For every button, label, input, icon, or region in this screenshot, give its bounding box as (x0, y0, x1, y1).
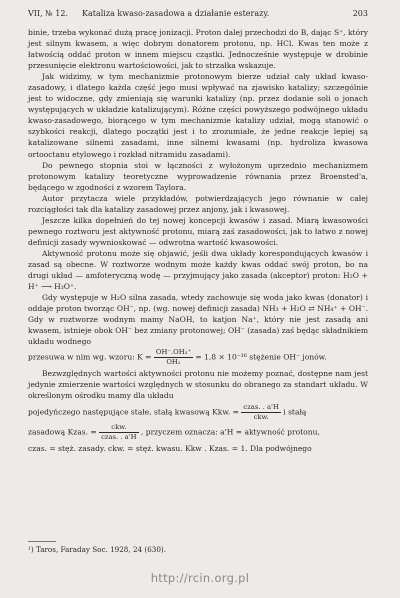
paragraph: Do pewnego stopnia stoi w łączności z wyłożonym uprzednio mechanizmem protonowym katalizy teoretyczne wyprowadzenie równania przez Broensted'a, będącego w zgodności z wzorem Taylora. (28, 160, 368, 192)
watermark: http://rcin.org.pl (150, 571, 250, 585)
base-constant-formula (28, 423, 368, 442)
formula-prefix: przesuwa w nim wg. wzoru: K = (28, 352, 152, 362)
dissociation-formula (28, 348, 368, 367)
footnote-rule (28, 541, 56, 542)
acid-constant-formula (28, 403, 368, 422)
paragraph: Jeszcze kilka dopełnień do tej nowej koncepcji kwasów i zasad. Miarą kwasowości pewnego roztworu jest aktywność protonu, miarą zaś zasadowości, jak to łatwo z nowej definicji zasady wywnioskować — odwrotna wartość kwasowości. (28, 215, 368, 247)
fraction-numerator: OH⁻.OH₃⁺ (155, 348, 191, 357)
running-header (28, 8, 368, 20)
formula-definitions: czas. = stęż. zasady. ckw. = stęż. kwasu. Kkw . Kzas. = 1. Dla podwójnego (28, 443, 312, 453)
fraction-denominator: OH₂ (166, 358, 181, 367)
footnote: ¹) Taros, Faraday Soc. 1928, 24 (630). (28, 545, 166, 554)
fraction-denominator: czas. . a'H (101, 432, 137, 441)
formula-suffix: , przyczem oznacza: a'H = aktywność protonu, (140, 427, 320, 436)
formula-prefix: zasadową Kzas. = (28, 427, 97, 436)
formula-suffix: i stałą (283, 407, 307, 416)
fraction-numerator: czas. . a'H (243, 402, 279, 411)
paragraph: Aktywność protonu może się objawić, jeśli dwa układy korespondujących kwasów i zasad są obecne. W roztworze wodnym może każdy kwas oddać swój proton, bo na drugi układ — amfoteryczną wodę — przyjmujący jako zasada (akceptor) proton: H₂O + H⁺ ⟶ H₃O⁺. (28, 248, 368, 292)
fraction (154, 348, 193, 367)
body-text (28, 27, 368, 454)
formula-prefix: pojedyńczego następujące stałe, stałą kwasową Kkw. = (28, 407, 240, 416)
paragraph: binie, trzeba wykonać dużą pracę jonizacji. Proton dalej przechodzi do B, dając S⁺, który jest silnym kwasem, a więc dobrym donatorem protonu, np. HCl. Kwas ten może z łatwością oddać proton w innem miejscu cząstki. Jednocześnie występuje w drobinie przesunięcie elektronu wartościowości, jak to strzałka wskazuje. (28, 28, 368, 71)
fraction (99, 423, 138, 442)
paragraph: Autor przytacza wiele przykładów, potwierdzających jego równanie w całej rozciągłości tak dla katalizy zasadowej przez anjony, jak i kwasowej. (28, 193, 368, 214)
formula-suffix: = 1,8 × 10⁻¹⁶ stężenie OH⁻ jonów. (195, 352, 327, 362)
volume-number: VII, № 12. (28, 9, 69, 18)
paragraph: Gdy występuje w H₂O silna zasada, wtedy zachowuje się woda jako kwas (donator) i oddaje proton tworząc OH⁻, np. (wg. nowej definicji zasada) NH₃ + H₂O ⇄ NH₄⁺ + OH⁻. Gdy w roztworze wodnym mamy NaOH, to katjon Na⁺, który nie jest zasadą ani kwasem, istnieje obok OH⁻ bez zmiany protonowej; OH⁻ (zasada) zaś będąc składnikiem układu wodnego (28, 293, 368, 347)
fraction-numerator: ckw. (99, 423, 138, 433)
page-number: 203 (352, 9, 368, 18)
paragraph: Bezwzględnych wartości aktywności protonu nie możemy poznać, dostępne nam jest jedynie zmierzenie wartości względnych w stosunku do obranego za standart układu. W określonym ośrodku mamy dla układu (28, 369, 368, 401)
paragraph: Jak widzimy, w tym mechanizmie protonowym bierze udział cały układ kwaso-zasadowy, i dlatego każda część jego musi wpływać na zjawisko katalizy; szczególnie jest to widoczne, gdy zmieniają się warunki katalizy (np. przez dodanie soli o jonach występujących w układzie katalizującym). Różne części powyższego podwójnego układu kwaso-zasadowego, biorącego w tym mechanizmie katalizy udział, mogą stanowić o szybkości reakcji, dlatego początki jest i to zrozumiałe, że jedne reakcje lepiej są katalizowane silnemi zasadami, inne silnemi kwasami (np. hydroliza kwasowa ortooctanu etylowego i rozkład nitramidu zasadami). (28, 72, 368, 159)
running-title: Kataliza kwaso-zasadowa a działanie esterazy. (82, 9, 270, 18)
fraction (241, 403, 280, 422)
fraction-denominator: ckw. (253, 412, 269, 421)
